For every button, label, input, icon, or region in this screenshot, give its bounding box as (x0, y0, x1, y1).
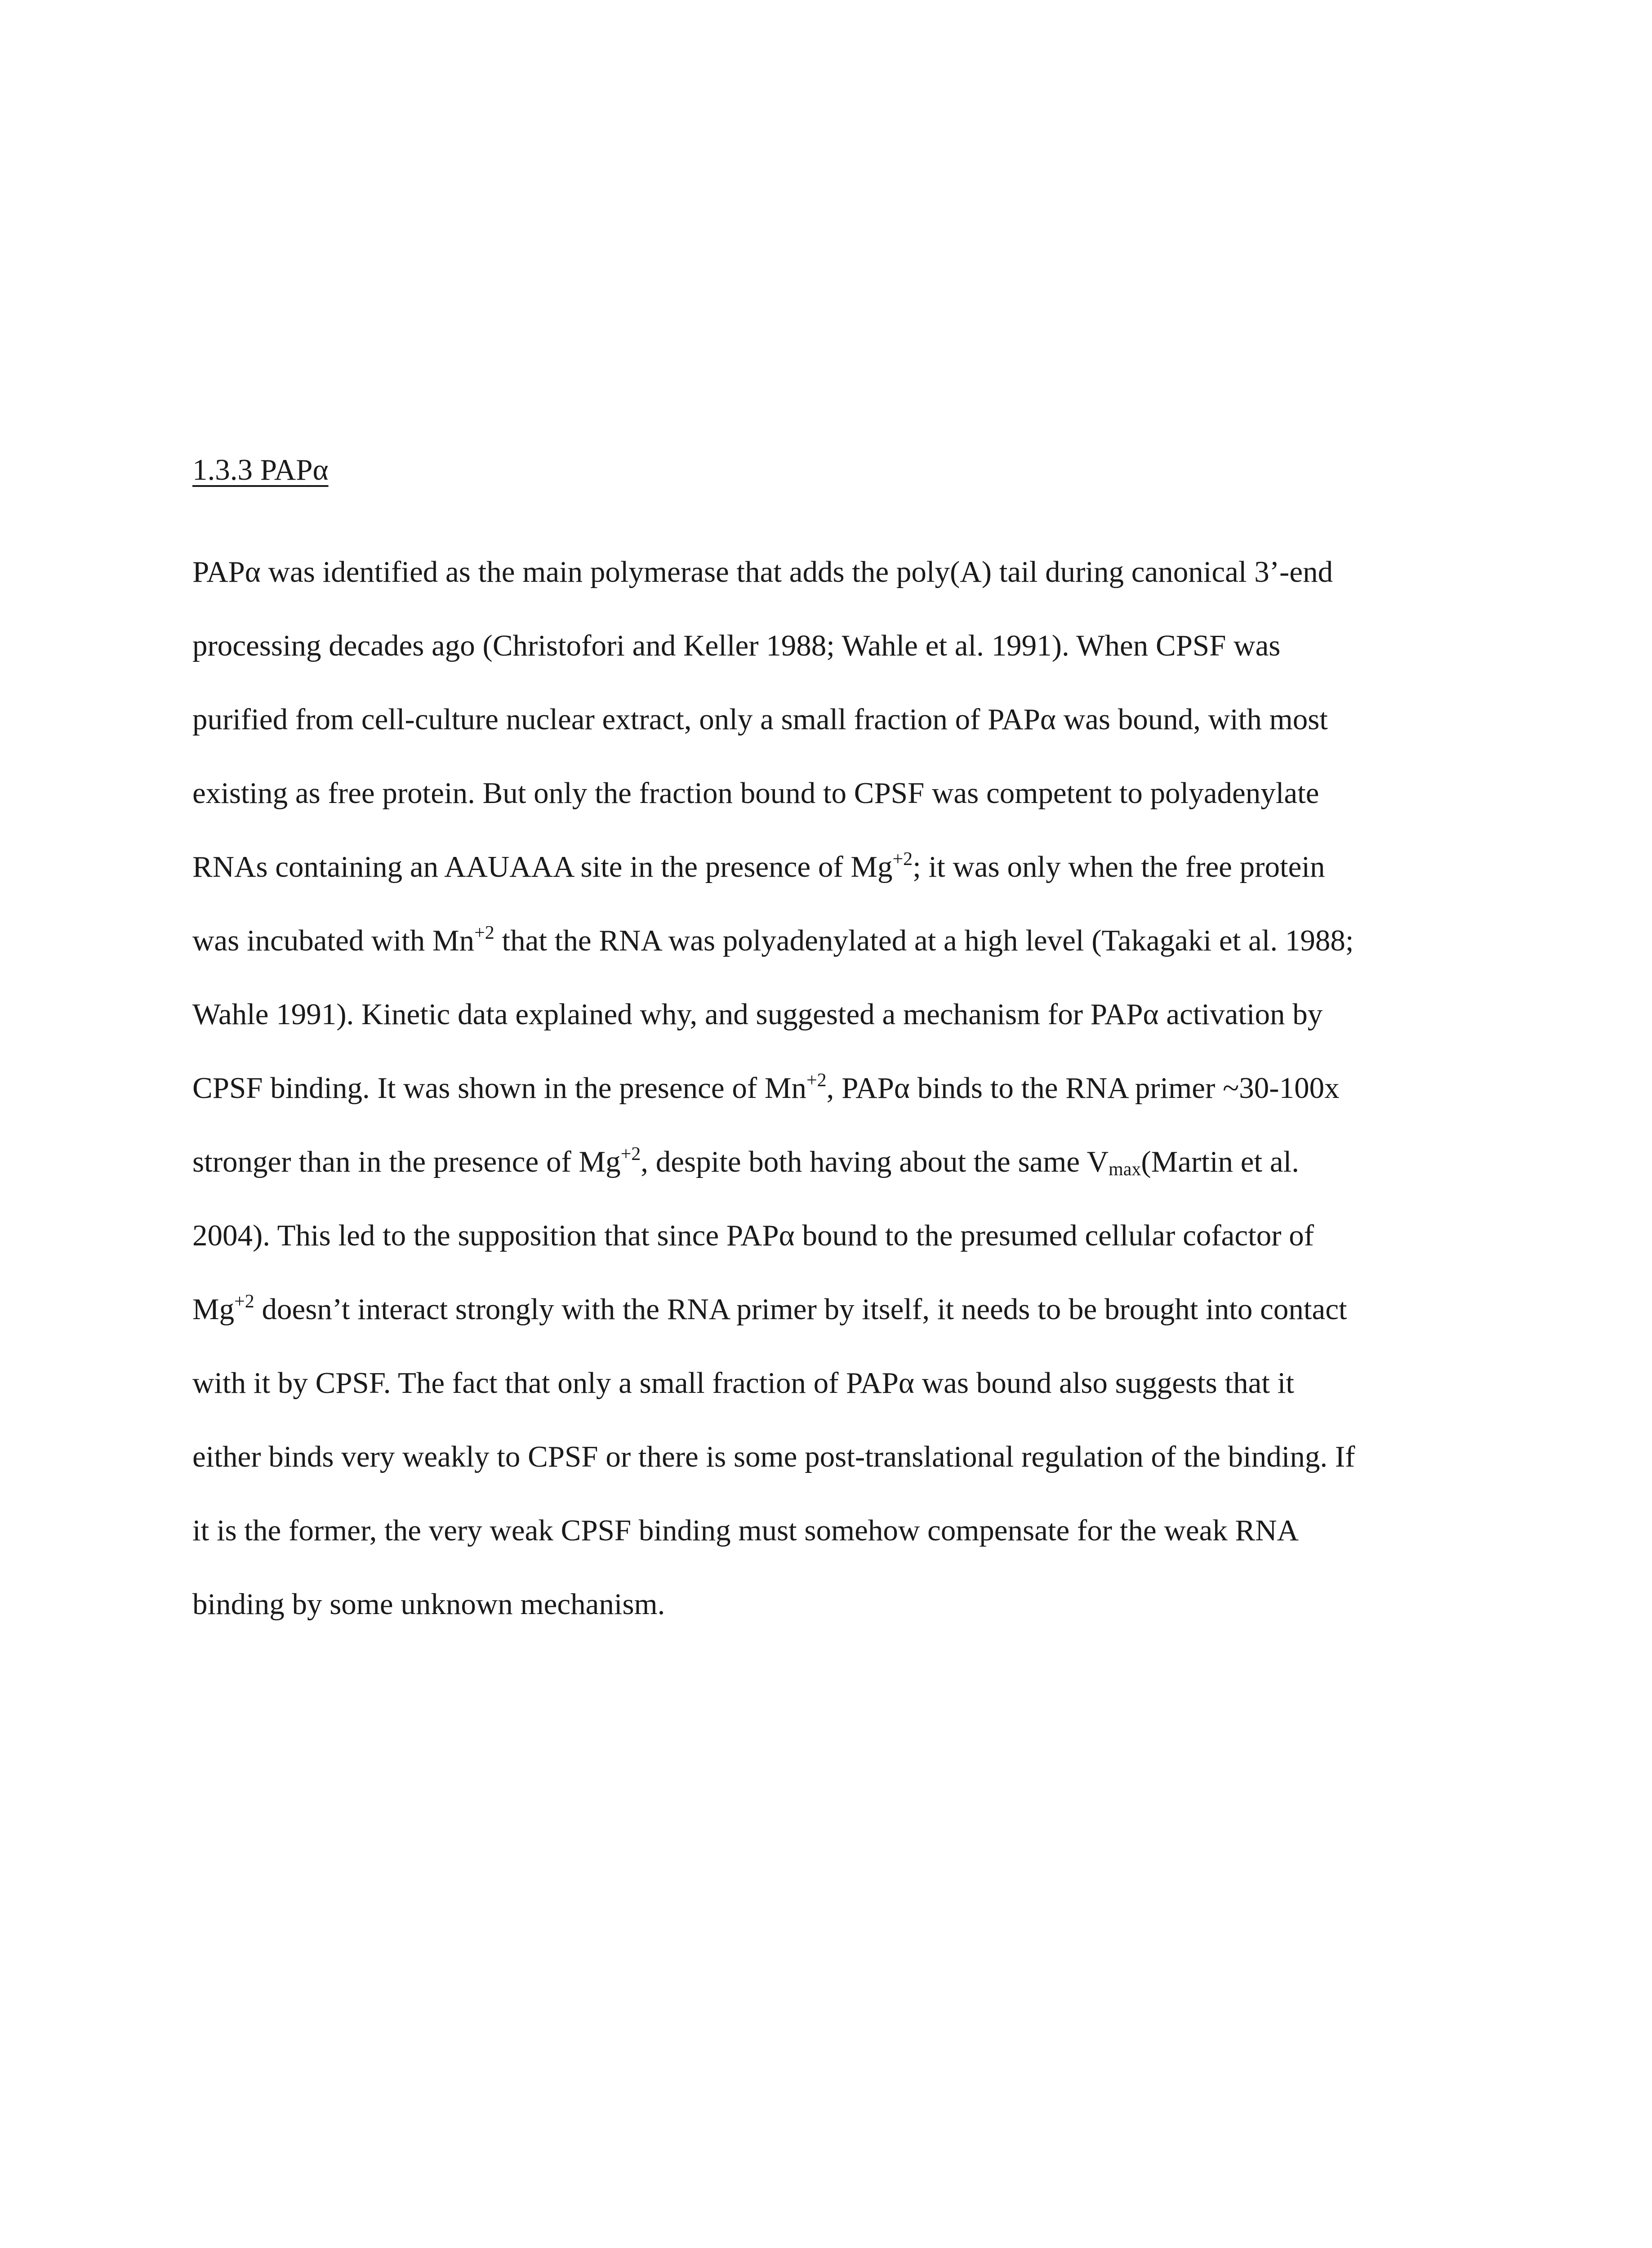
paragraph-line-11: $Mg^{+2}$ doesn’t interact strongly with the RNA primer by itself, it needs to be brought into contact (192, 1291, 1347, 1326)
superscript: +2 (892, 849, 913, 870)
paragraph-line-9: stronger than in the presence of $Mg^{+2}$, despite both having about the same $V_{max}(Martin$ et al. (192, 1144, 1300, 1180)
superscript: +2 (234, 1291, 254, 1312)
paragraph-line-14: it is the former, the very weak CPSF binding must somehow compensate for the weak RNA (192, 1514, 1299, 1547)
superscript: +2 (620, 1144, 641, 1164)
paragraph-line-2: processing decades ago (Christofori and Keller 1988; Wahle et al. 1991). When CPSF was (192, 629, 1281, 662)
superscript: +2 (474, 923, 494, 943)
paragraph-line-1: PAPα was identified as the main polymerase that adds the poly(A) tail during canonical 3’-end (192, 555, 1333, 589)
paragraph-line-3: purified from cell-culture nuclear extract, only a small fraction of PAPα was bound, with most (192, 703, 1328, 736)
body-paragraph (192, 552, 1469, 1658)
paragraph-line-4: existing as free protein. But only the fraction bound to CPSF was competent to polyadenylate (192, 776, 1319, 810)
paragraph-line-15: binding by some unknown mechanism. (192, 1588, 665, 1621)
paragraph-line-5: RNAs containing an AAUAAA site in the presence of $Mg^{+2}$; it was only when the free protein (192, 849, 1325, 883)
paragraph-line-12: with it by CPSF. The fact that only a small fraction of PAPα was bound also suggests that it (192, 1366, 1294, 1400)
paragraph-line-8: CPSF binding. It was shown in the presence of $Mn^{+2}$, PAPα binds to the RNA primer ~30-100x (192, 1070, 1340, 1105)
paragraph-line-7: Wahle 1991). Kinetic data explained why, and suggested a mechanism for PAPα activation by (192, 998, 1323, 1031)
superscript: +2 (806, 1070, 827, 1091)
paragraph-line-13: either binds very weakly to CPSF or there is some post-translational regulation of the binding. If (192, 1440, 1355, 1473)
subscript: max (1109, 1159, 1141, 1180)
section-heading: 1.3.3 PAPα (192, 453, 329, 486)
paragraph-line-10: 2004). This led to the supposition that since PAPα bound to the presumed cellular cofactor of (192, 1219, 1314, 1252)
paragraph-line-6: was incubated with $Mn^{+2}$ that the RNA was polyadenylated at a high level (Takagaki et al. 1988; (192, 923, 1354, 957)
